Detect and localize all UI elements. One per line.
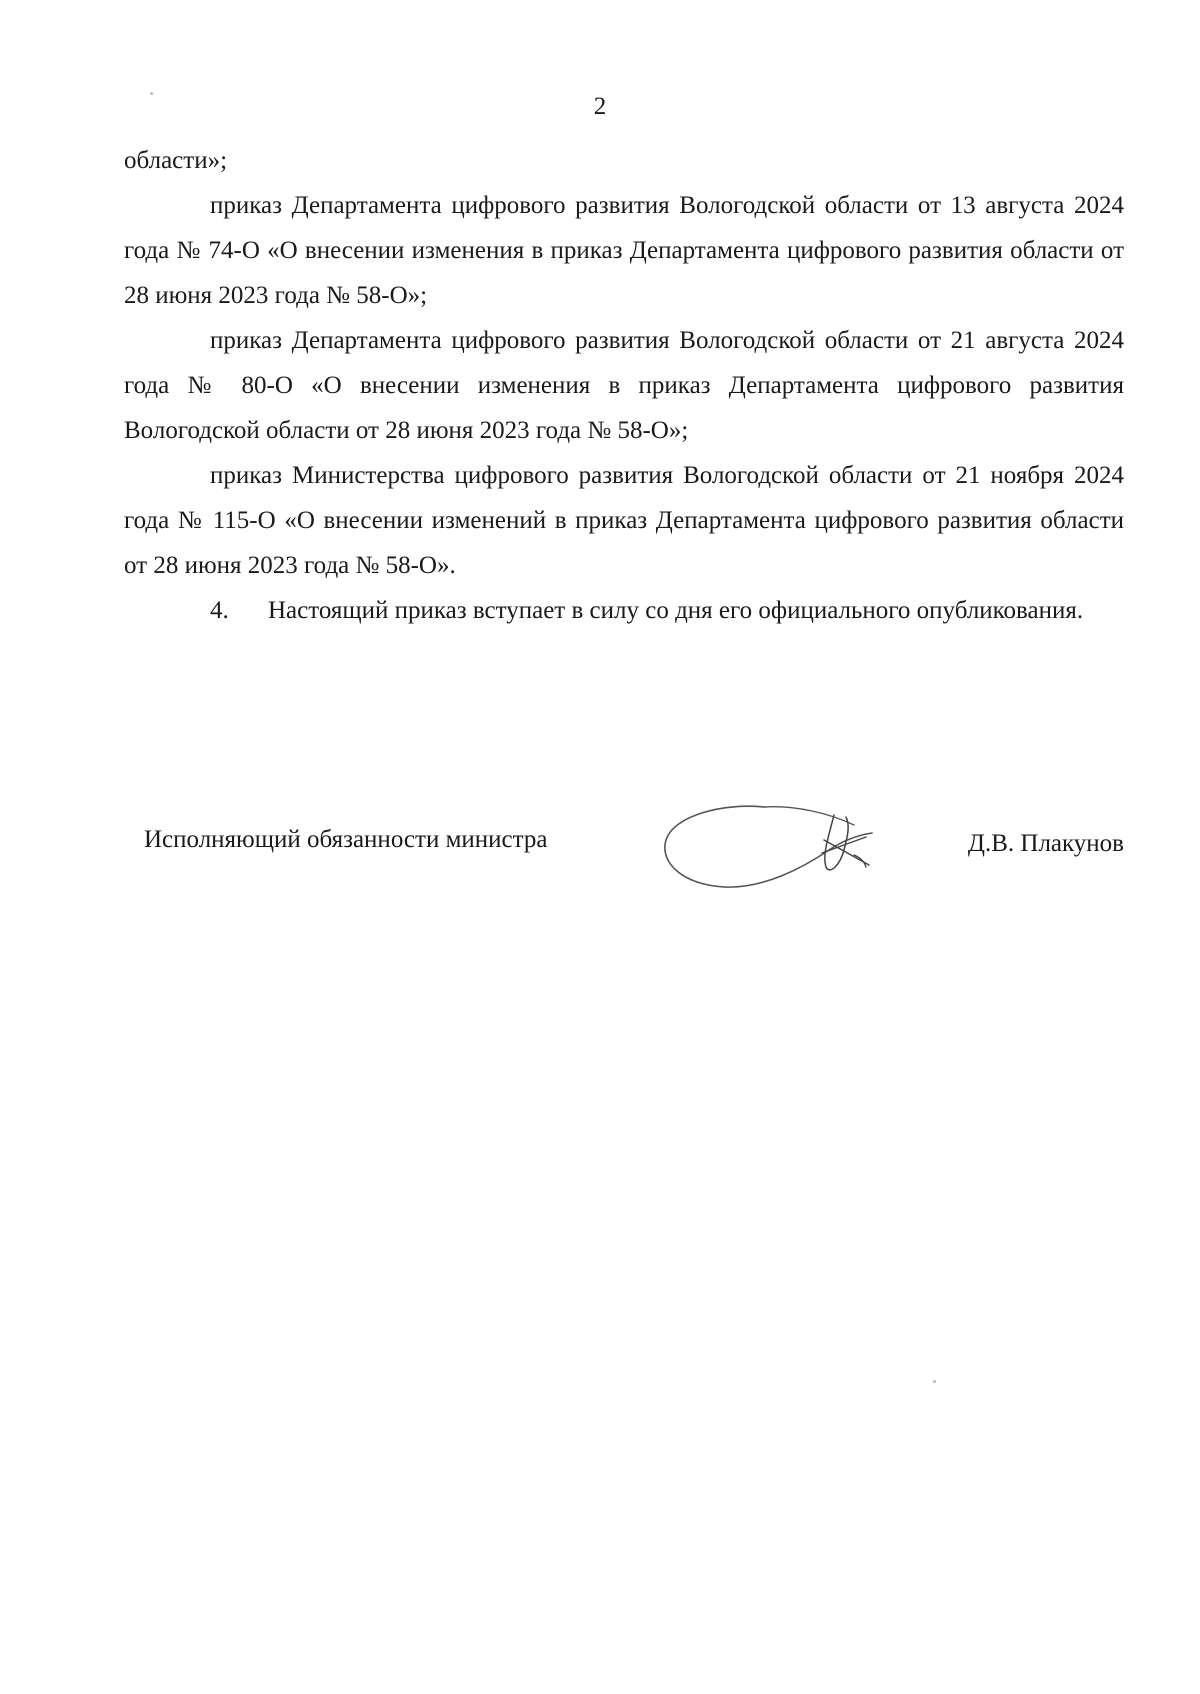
- paragraph-order-115-o: приказ Министерства цифрового развития Вологодской области от 21 ноября 2024 года № 115-О «О внесении изменений в приказ Департамента цифрового развития области от 28 июня 2023 года № 58-О».: [124, 462, 1124, 579]
- item-4-number: 4.: [210, 597, 229, 624]
- item-4-text: Настоящий приказ вступает в силу со дня его официального опубликования.: [268, 597, 1084, 624]
- signatory-position: Исполняющий обязанности министра: [144, 826, 548, 853]
- handwritten-signature: [654, 795, 894, 905]
- scan-speck: [150, 92, 153, 95]
- page-number: 2: [593, 93, 607, 120]
- paragraph-order-74-o: приказ Департамента цифрового развития Вологодской области от 13 августа 2024 года № 74-О «О внесении изменения в приказ Департамента цифрового развития области от 28 июня 2023 года № 58-О»;: [124, 192, 1124, 309]
- signature-block: [124, 795, 1124, 915]
- scan-speck: [933, 1380, 936, 1383]
- paragraph-item-4: [124, 588, 1124, 633]
- signatory-name: Д.В. Плакунов: [967, 830, 1124, 857]
- paragraph-continuation: области»;: [124, 147, 228, 174]
- paragraph-order-80-o: приказ Департамента цифрового развития Вологодской области от 21 августа 2024 года № 80-О «О внесении изменения в приказ Департамента цифрового развития Вологодской области от 28 июня 2023 года № 58-О»;: [124, 327, 1124, 444]
- document-body: [124, 138, 1124, 633]
